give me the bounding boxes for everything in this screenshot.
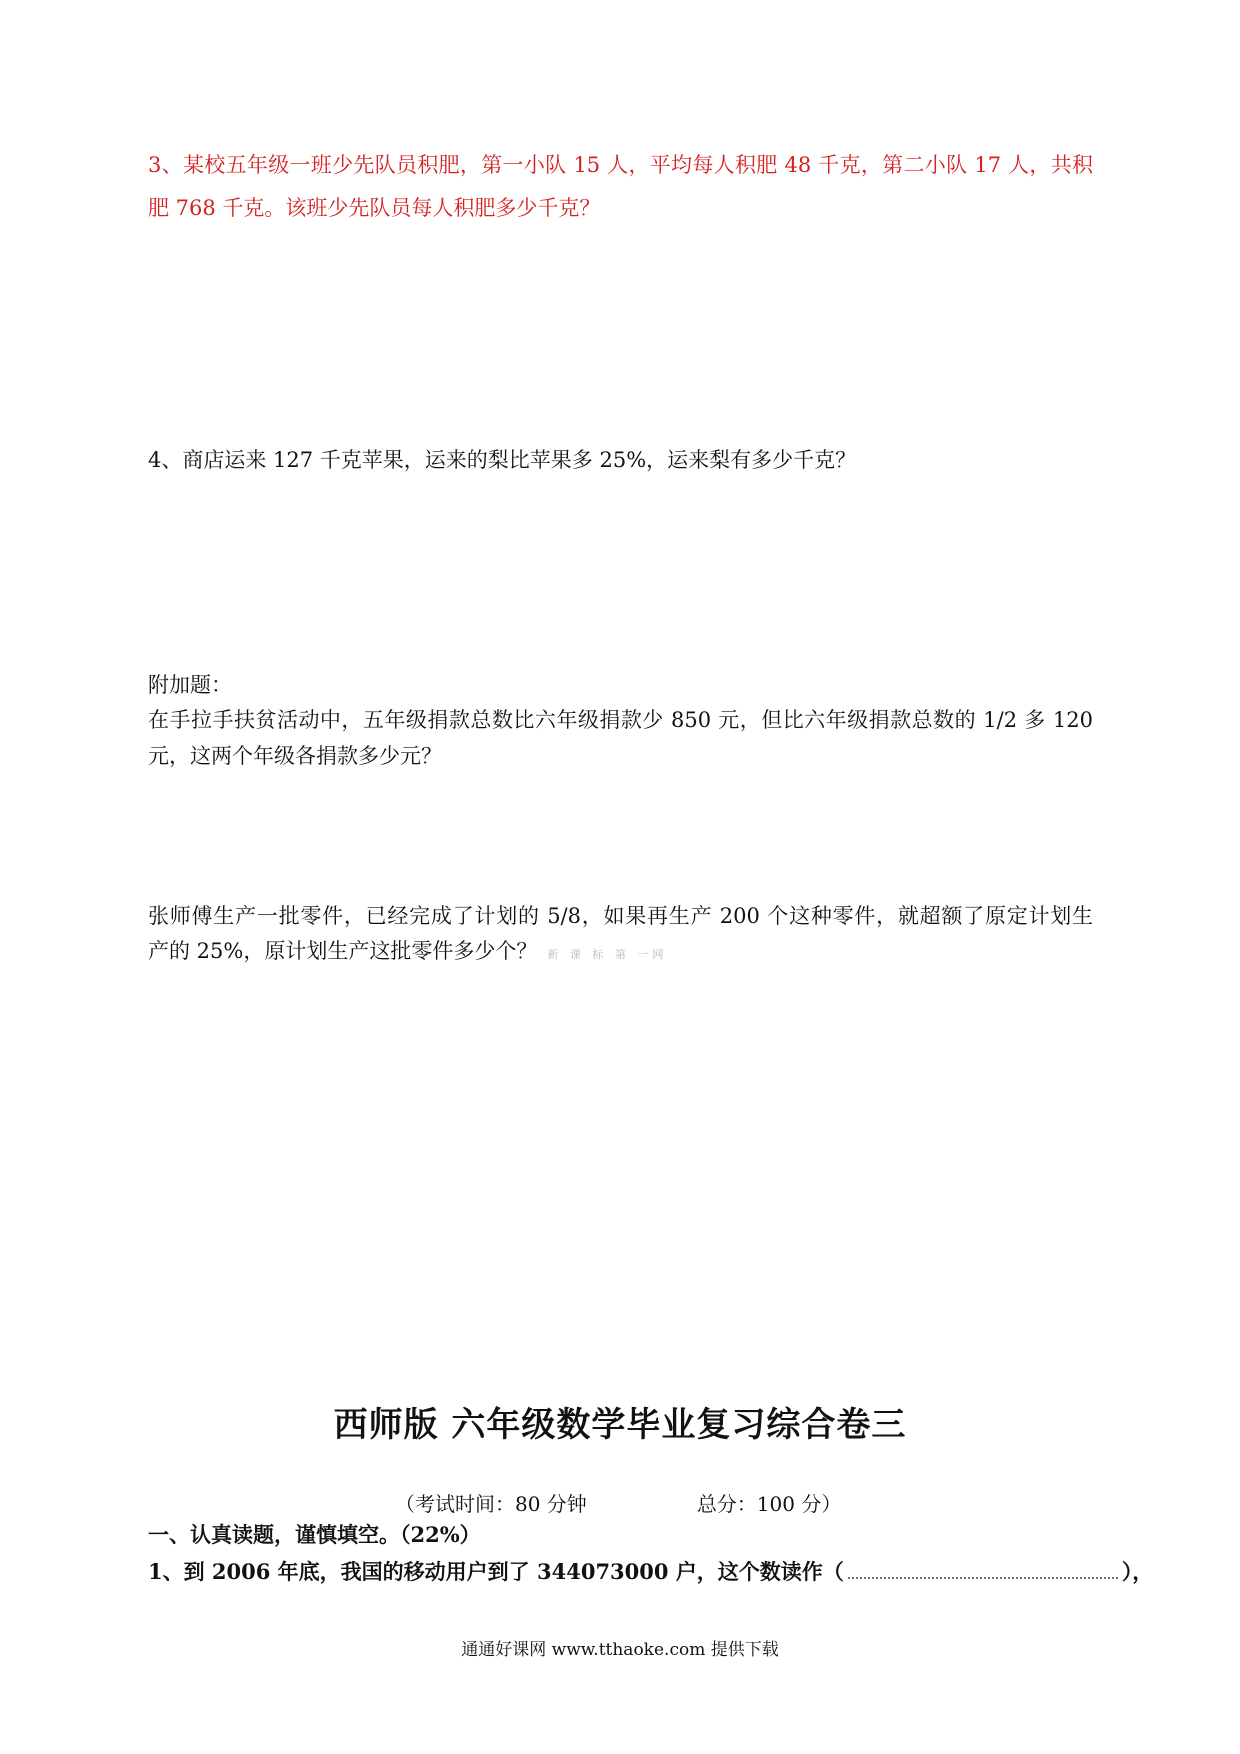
exam-question-1-text: 1、到 2006 年底，我国的移动用户到了 344073000 户，这个数读作（: [148, 1559, 844, 1584]
question-4-line-1: 4、商店运来 127 千克苹果，运来的梨比苹果多 25%，运来梨有多少千克？: [148, 448, 857, 472]
question-3-line-2: 肥 768 千克。该班少先队员每人积肥多少千克？: [148, 196, 601, 220]
bonus-problem-2-text: 产的 25%，原计划生产这批零件多少个？: [148, 939, 538, 963]
exam-question-1-end: ），: [1121, 1559, 1154, 1584]
bonus-problem-1-line-1: 在手拉手扶贫活动中，五年级捐款总数比六年级捐款少 850 元，但比六年级捐款总数的 1/2 多 120: [148, 708, 1093, 732]
bonus-heading: 附加题：: [148, 673, 232, 697]
bonus-problem-2-line-1: 张师傅生产一批零件，已经完成了计划的 5/8，如果再生产 200 个这种零件，就超额了原定计划生: [148, 904, 1093, 928]
section-1-heading: 一、认真读题，谨慎填空。（22%）: [148, 1522, 481, 1547]
exam-question-1: [148, 1557, 1153, 1587]
exam-title: 西师版 六年级数学毕业复习综合卷三: [333, 1405, 907, 1445]
exam-total-score: 总分：100 分）: [696, 1492, 842, 1516]
watermark-text: 新 课 标 第 一网: [547, 948, 668, 961]
exam-info: [395, 1488, 841, 1517]
exam-time: （考试时间：80 分钟: [395, 1492, 587, 1516]
bonus-problem-1-line-2: 元，这两个年级各捐款多少元？: [148, 744, 442, 768]
page-footer: 通通好课网 www.tthaoke.com 提供下载: [461, 1640, 779, 1660]
bonus-problem-2-line-2: [148, 936, 667, 970]
question-3-line-1: 3、某校五年级一班少先队员积肥，第一小队 15 人，平均每人积肥 48 千克，第二小队 17 人，共积: [148, 153, 1093, 177]
answer-blank[interactable]: [848, 1563, 1118, 1579]
